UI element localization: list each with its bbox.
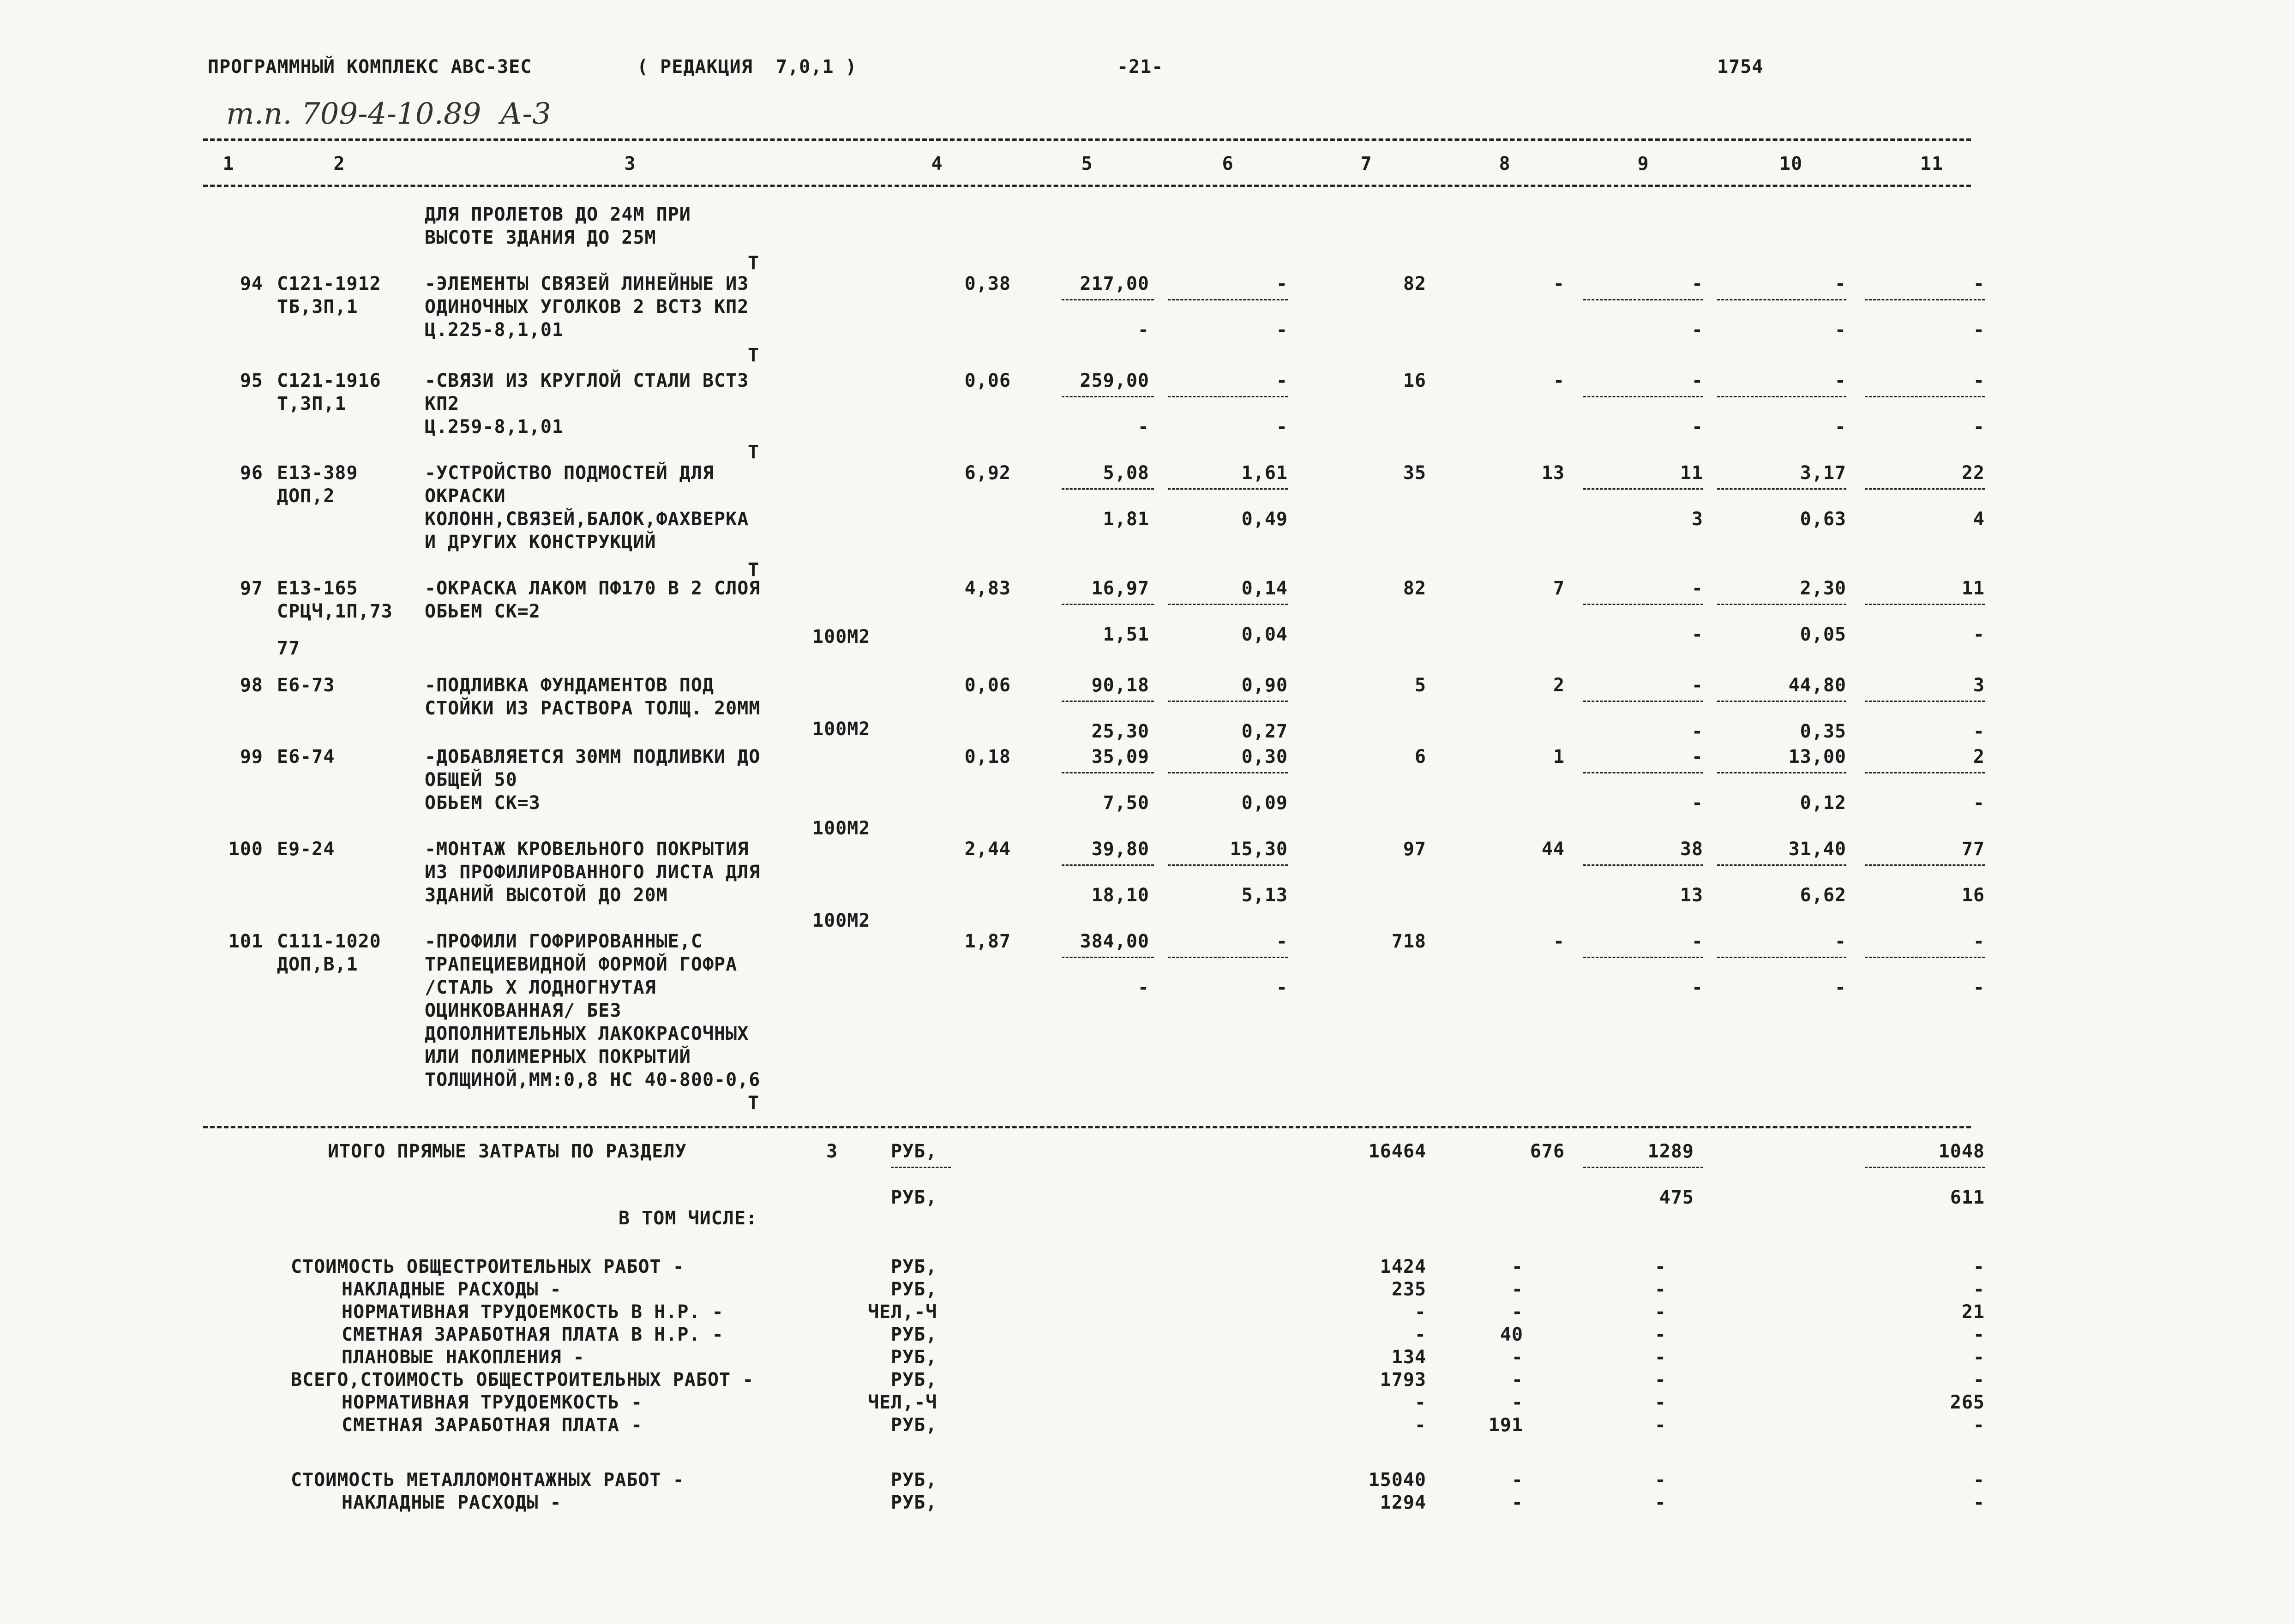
totals-unit: РУБ, (891, 1141, 937, 1162)
cell-c4: 0,06 (964, 675, 1011, 696)
column-header-10: 10 (1779, 153, 1803, 174)
summary-c9: - (1654, 1324, 1666, 1345)
cell-c9b: 13 (1680, 885, 1703, 906)
row-description: СТОЙКИ ИЗ РАСТВОРА ТОЛЩ. 20ММ (425, 698, 761, 719)
summary-label: ВСЕГО,СТОИМОСТЬ ОБЩЕСТРОИТЕЛЬНЫХ РАБОТ - (291, 1369, 754, 1390)
cell-c5: 5,08 (1103, 462, 1149, 484)
summary-c8: - (1511, 1279, 1523, 1300)
cell-c6b: - (1276, 977, 1288, 998)
cell-c4: 4,83 (964, 578, 1011, 599)
summary-label: СТОИМОСТЬ МЕТАЛЛОМОНТАЖНЫХ РАБОТ - (291, 1469, 685, 1491)
fraction-bar (1062, 864, 1154, 866)
cell-c5b: - (1137, 977, 1149, 998)
summary-c9: - (1654, 1492, 1666, 1513)
fraction-bar (1168, 957, 1288, 958)
cell-c10b: 0,05 (1800, 624, 1846, 645)
summary-c9: - (1654, 1301, 1666, 1323)
summary-c8: - (1511, 1369, 1523, 1390)
fraction-bar (1062, 701, 1154, 702)
cell-c6: 0,30 (1241, 746, 1288, 767)
row-code: ТБ,3П,1 (277, 296, 358, 318)
summary-unit: РУБ, (891, 1469, 937, 1491)
cell-c10b: 0,63 (1800, 509, 1846, 530)
cell-c5: 384,00 (1080, 931, 1149, 952)
cell-c10b: - (1834, 416, 1846, 437)
row-description: ИЗ ПРОФИЛИРОВАННОГО ЛИСТА ДЛЯ (425, 862, 761, 883)
fraction-bar (1583, 957, 1703, 958)
fraction-bar (1865, 1167, 1985, 1168)
cell-c9: - (1691, 746, 1703, 767)
cell-c10: - (1834, 931, 1846, 952)
row-description: И ДРУГИХ КОНСТРУКЦИЙ (425, 532, 656, 553)
row-code: Е6-74 (277, 746, 335, 767)
row-description: ИЛИ ПОЛИМЕРНЫХ ПОКРЫТИЙ (425, 1046, 691, 1067)
cell-c4: 1,87 (964, 931, 1011, 952)
cell-c7: 35 (1403, 462, 1426, 484)
summary-label: НОРМАТИВНАЯ ТРУДОЕМКОСТЬ В Н.Р. - (342, 1301, 724, 1323)
summary-unit: РУБ, (891, 1347, 937, 1368)
cell-c7: 718 (1391, 931, 1426, 952)
row-code: Е13-389 (277, 462, 358, 484)
summary-c11: - (1973, 1347, 1985, 1368)
cell-c10: - (1834, 370, 1846, 391)
summary-c9: - (1654, 1256, 1666, 1277)
cell-c10b: - (1834, 319, 1846, 341)
fraction-bar (1865, 701, 1985, 702)
row-unit: 100М2 (812, 910, 871, 931)
summary-label: НАКЛАДНЫЕ РАСХОДЫ - (342, 1492, 562, 1513)
row-unit: Т (748, 345, 760, 366)
fraction-bar (1717, 701, 1846, 702)
summary-c8: 191 (1488, 1414, 1523, 1436)
fraction-bar (1583, 701, 1703, 702)
row-description: ТОЛЩИНОЙ,ММ:0,8 НС 40-800-0,6 (425, 1069, 761, 1091)
cell-c4: 0,18 (964, 746, 1011, 767)
totals-c11b: 611 (1950, 1187, 1985, 1208)
summary-c11: - (1973, 1469, 1985, 1491)
row-code: С121-1912 (277, 273, 381, 294)
cell-c11b: - (1973, 319, 1985, 341)
totals-c8: 676 (1530, 1141, 1565, 1162)
row-description: ОБЬЕМ СК=2 (425, 601, 541, 622)
row-unit: 100М2 (812, 626, 871, 647)
summary-unit: РУБ, (891, 1279, 937, 1300)
totals-c7: 16464 (1368, 1141, 1426, 1162)
cell-c5b: 7,50 (1103, 792, 1149, 814)
row-code: Е9-24 (277, 839, 335, 860)
cell-c5b: 1,51 (1103, 624, 1149, 645)
summary-c11: 265 (1950, 1392, 1985, 1413)
totals-c9: 1289 (1647, 1141, 1694, 1162)
row-description: ОБЩЕЙ 50 (425, 769, 517, 791)
cell-c5b: 18,10 (1091, 885, 1149, 906)
row-description: КП2 (425, 393, 460, 414)
cell-c6b: 5,13 (1241, 885, 1288, 906)
column-header-11: 11 (1920, 153, 1944, 174)
fraction-bar (1865, 957, 1985, 958)
summary-c8: - (1511, 1469, 1523, 1491)
fraction-bar (1583, 299, 1703, 300)
cell-c11: 2 (1973, 746, 1985, 767)
summary-c11: - (1973, 1256, 1985, 1277)
cell-c8: 1 (1553, 746, 1565, 767)
cell-c5b: 1,81 (1103, 509, 1149, 530)
summary-unit: РУБ, (891, 1256, 937, 1277)
fraction-bar (1865, 864, 1985, 866)
cell-c6: 1,61 (1241, 462, 1288, 484)
row-description: ДОПОЛНИТЕЛЬНЫХ ЛАКОКРАСОЧНЫХ (425, 1023, 749, 1044)
cell-c5b: - (1137, 416, 1149, 437)
cell-c10b: 0,12 (1800, 792, 1846, 814)
row-description: ДЛЯ ПРОЛЕТОВ ДО 24М ПРИ (425, 204, 691, 225)
summary-c8: - (1511, 1256, 1523, 1277)
rule-totals (203, 1126, 1971, 1128)
cell-c5: 16,97 (1091, 578, 1149, 599)
cell-c4: 0,38 (964, 273, 1011, 294)
cell-c8: - (1553, 273, 1565, 294)
summary-c11: - (1973, 1324, 1985, 1345)
cell-c9: - (1691, 675, 1703, 696)
summary-c11: - (1973, 1492, 1985, 1513)
edition: ( РЕДАКЦИЯ 7,0,1 ) (637, 56, 857, 78)
row-code: СРЦЧ,1П,73 (277, 601, 393, 622)
row-code: Е13-165 (277, 578, 358, 599)
row-description: ОДИНОЧНЫХ УГОЛКОВ 2 ВСТ3 КП2 (425, 296, 749, 318)
row-code: ДОП,В,1 (277, 954, 358, 975)
row-description: -ПРОФИЛИ ГОФРИРОВАННЫЕ,С (425, 931, 703, 952)
totals-c11: 1048 (1938, 1141, 1985, 1162)
summary-unit: РУБ, (891, 1324, 937, 1345)
summary-c11: - (1973, 1369, 1985, 1390)
cell-c11b: - (1973, 792, 1985, 814)
fraction-bar (1717, 864, 1846, 866)
cell-c9: 11 (1680, 462, 1703, 484)
row-number: 96 (240, 462, 263, 484)
row-description: /СТАЛЬ Х ЛОДНОГНУТАЯ (425, 977, 656, 998)
cell-c6b: 0,49 (1241, 509, 1288, 530)
cell-c7: 16 (1403, 370, 1426, 391)
fraction-bar (1583, 604, 1703, 605)
summary-c7: - (1414, 1392, 1426, 1413)
row-code: Е6-73 (277, 675, 335, 696)
cell-c8: - (1553, 370, 1565, 391)
row-code: Т,3П,1 (277, 393, 347, 414)
totals-including: В ТОМ ЧИСЛЕ: (619, 1208, 757, 1229)
row-description: ОБЬЕМ СК=3 (425, 792, 541, 814)
fraction-bar (1168, 299, 1288, 300)
summary-c9: - (1654, 1414, 1666, 1436)
page-number: -21- (1117, 56, 1164, 78)
summary-c7: 1424 (1380, 1256, 1426, 1277)
summary-c7: - (1414, 1324, 1426, 1345)
fraction-bar (1583, 772, 1703, 773)
cell-c11: 3 (1973, 675, 1985, 696)
summary-label: НОРМАТИВНАЯ ТРУДОЕМКОСТЬ - (342, 1392, 643, 1413)
cell-c11b: 4 (1973, 509, 1985, 530)
cell-c9: - (1691, 370, 1703, 391)
handwritten-reference: т.п. 709-4-10.89 А-3 (226, 97, 551, 131)
cell-c9b: 3 (1691, 509, 1703, 530)
cell-c11b: - (1973, 624, 1985, 645)
summary-unit: ЧЕЛ,-Ч (868, 1301, 937, 1323)
row-description: КОЛОНН,СВЯЗЕЙ,БАЛОК,ФАХВЕРКА (425, 509, 749, 530)
cell-c8: 2 (1553, 675, 1565, 696)
fraction-bar (1062, 488, 1154, 490)
row-description: -СВЯЗИ ИЗ КРУГЛОЙ СТАЛИ ВСТ3 (425, 370, 749, 391)
fraction-bar (1717, 604, 1846, 605)
cell-c7: 82 (1403, 578, 1426, 599)
row-number: 100 (228, 839, 263, 860)
cell-c6: 15,30 (1230, 839, 1288, 860)
cell-c5: 35,09 (1091, 746, 1149, 767)
row-code: С111-1020 (277, 931, 381, 952)
fraction-bar (1865, 299, 1985, 300)
cell-c10: 31,40 (1788, 839, 1846, 860)
summary-label: СМЕТНАЯ ЗАРАБОТНАЯ ПЛАТА - (342, 1414, 643, 1436)
fraction-bar (1717, 488, 1846, 490)
cell-c9: - (1691, 931, 1703, 952)
fraction-bar (1168, 701, 1288, 702)
column-header-6: 6 (1222, 153, 1234, 174)
row-code: С121-1916 (277, 370, 381, 391)
cell-c9: - (1691, 578, 1703, 599)
row-number: 99 (240, 746, 263, 767)
summary-c11: - (1973, 1279, 1985, 1300)
fraction-bar (1062, 299, 1154, 300)
cell-c6b: 0,09 (1241, 792, 1288, 814)
fraction-bar (1062, 957, 1154, 958)
cell-c11b: - (1973, 416, 1985, 437)
row-description: Ц.225-8,1,01 (425, 319, 564, 341)
summary-c9: - (1654, 1392, 1666, 1413)
cell-c10: 44,80 (1788, 675, 1846, 696)
summary-c9: - (1654, 1347, 1666, 1368)
column-header-9: 9 (1637, 153, 1649, 174)
fraction-bar (1168, 396, 1288, 397)
cell-c9: - (1691, 273, 1703, 294)
summary-c11: 21 (1961, 1301, 1985, 1323)
cell-c6: 0,14 (1241, 578, 1288, 599)
document-number: 1754 (1717, 56, 1764, 78)
row-description: ТРАПЕЦИЕВИДНОЙ ФОРМОЙ ГОФРА (425, 954, 738, 975)
cell-c11b: - (1973, 977, 1985, 998)
summary-c8: - (1511, 1301, 1523, 1323)
summary-c9: - (1654, 1279, 1666, 1300)
cell-c8: 7 (1553, 578, 1565, 599)
cell-c5: 39,80 (1091, 839, 1149, 860)
cell-c11: - (1973, 370, 1985, 391)
fraction-bar (1717, 772, 1846, 773)
row-number: 95 (240, 370, 263, 391)
column-header-3: 3 (624, 153, 636, 174)
fraction-bar (1062, 604, 1154, 605)
cell-c9b: - (1691, 977, 1703, 998)
summary-c7: - (1414, 1301, 1426, 1323)
cell-c5b: - (1137, 319, 1149, 341)
fraction-bar (1717, 957, 1846, 958)
fraction-bar (1865, 396, 1985, 397)
cell-c7: 97 (1403, 839, 1426, 860)
summary-c7: 1793 (1380, 1369, 1426, 1390)
summary-c8: - (1511, 1347, 1523, 1368)
cell-c9b: - (1691, 416, 1703, 437)
column-header-1: 1 (222, 153, 234, 174)
summary-c7: 134 (1391, 1347, 1426, 1368)
cell-c6b: - (1276, 416, 1288, 437)
summary-c7: 15040 (1368, 1469, 1426, 1491)
row-description: ВЫСОТЕ ЗДАНИЯ ДО 25М (425, 227, 656, 248)
fraction-bar (1168, 604, 1288, 605)
row-description: ОЦИНКОВАННАЯ/ БЕЗ (425, 1000, 622, 1021)
cell-c10: - (1834, 273, 1846, 294)
row-description: -ЭЛЕМЕНТЫ СВЯЗЕЙ ЛИНЕЙНЫЕ ИЗ (425, 273, 749, 294)
row-code: ДОП,2 (277, 485, 335, 507)
summary-unit: РУБ, (891, 1414, 937, 1436)
fraction-bar (1062, 396, 1154, 397)
fraction-bar (1717, 299, 1846, 300)
summary-c11: - (1973, 1414, 1985, 1436)
cell-c9b: - (1691, 792, 1703, 814)
totals-c9b: 475 (1659, 1187, 1694, 1208)
cell-c6b: - (1276, 319, 1288, 341)
cell-c10b: - (1834, 977, 1846, 998)
summary-label: СТОИМОСТЬ ОБЩЕСТРОИТЕЛЬНЫХ РАБОТ - (291, 1256, 685, 1277)
row-description: -УСТРОЙСТВО ПОДМОСТЕЙ ДЛЯ (425, 462, 715, 484)
totals-label: ИТОГО ПРЯМЫЕ ЗАТРАТЫ ПО РАЗДЕЛУ (328, 1141, 687, 1162)
row-extra: 77 (277, 638, 300, 659)
cell-c11: - (1973, 931, 1985, 952)
fraction-bar (1168, 864, 1288, 866)
fraction-bar (1865, 772, 1985, 773)
cell-c9: 38 (1680, 839, 1703, 860)
row-unit: Т (748, 559, 760, 581)
cell-c4: 0,06 (964, 370, 1011, 391)
fraction-bar (1717, 396, 1846, 397)
row-description: ОКРАСКИ (425, 485, 506, 507)
cell-c9b: - (1691, 319, 1703, 341)
row-description: -ПОДЛИВКА ФУНДАМЕНТОВ ПОД (425, 675, 715, 696)
cell-c9b: - (1691, 624, 1703, 645)
totals-unit-2: РУБ, (891, 1187, 937, 1208)
cell-c6b: 0,27 (1241, 721, 1288, 742)
row-description: -МОНТАЖ КРОВЕЛЬНОГО ПОКРЫТИЯ (425, 839, 749, 860)
cell-c11: 77 (1961, 839, 1985, 860)
fraction-bar (1168, 488, 1288, 490)
fraction-bar (1865, 604, 1985, 605)
cell-c11b: 16 (1961, 885, 1985, 906)
row-unit: 100М2 (812, 818, 871, 839)
cell-c5: 217,00 (1080, 273, 1149, 294)
cell-c6: - (1276, 273, 1288, 294)
cell-c6b: 0,04 (1241, 624, 1288, 645)
cell-c10: 2,30 (1800, 578, 1846, 599)
fraction-bar (1583, 488, 1703, 490)
row-description: Ц.259-8,1,01 (425, 416, 564, 437)
cell-c6: - (1276, 370, 1288, 391)
summary-c7: - (1414, 1414, 1426, 1436)
cell-c5: 259,00 (1080, 370, 1149, 391)
cell-c4: 2,44 (964, 839, 1011, 860)
row-description: ЗДАНИЙ ВЫСОТОЙ ДО 20М (425, 885, 668, 906)
cell-c7: 5 (1414, 675, 1426, 696)
row-unit: Т (748, 442, 760, 463)
row-description: -ДОБАВЛЯЕТСЯ 30ММ ПОДЛИВКИ ДО (425, 746, 761, 767)
column-header-8: 8 (1499, 153, 1511, 174)
column-header-2: 2 (333, 153, 345, 174)
cell-c9b: - (1691, 721, 1703, 742)
column-header-7: 7 (1360, 153, 1372, 174)
fraction-bar (1583, 396, 1703, 397)
summary-unit: РУБ, (891, 1492, 937, 1513)
row-unit: Т (748, 1092, 760, 1114)
cell-c11: - (1973, 273, 1985, 294)
fraction-bar (891, 1167, 951, 1168)
cell-c11b: - (1973, 721, 1985, 742)
fraction-bar (1062, 772, 1154, 773)
fraction-bar (1583, 864, 1703, 866)
row-unit: Т (748, 252, 760, 274)
row-number: 94 (240, 273, 263, 294)
fraction-bar (1168, 772, 1288, 773)
cell-c10: 13,00 (1788, 746, 1846, 767)
summary-label: СМЕТНАЯ ЗАРАБОТНАЯ ПЛАТА В Н.Р. - (342, 1324, 724, 1345)
row-number: 101 (228, 931, 263, 952)
fraction-bar (1865, 488, 1985, 490)
cell-c7: 82 (1403, 273, 1426, 294)
summary-c8: - (1511, 1392, 1523, 1413)
totals-section: 3 (826, 1141, 838, 1162)
cell-c8: - (1553, 931, 1565, 952)
cell-c10b: 6,62 (1800, 885, 1846, 906)
cell-c6: 0,90 (1241, 675, 1288, 696)
cell-c4: 6,92 (964, 462, 1011, 484)
row-unit: 100М2 (812, 719, 871, 740)
cell-c10: 3,17 (1800, 462, 1846, 484)
summary-label: НАКЛАДНЫЕ РАСХОДЫ - (342, 1279, 562, 1300)
summary-unit: ЧЕЛ,-Ч (868, 1392, 937, 1413)
summary-c7: 1294 (1380, 1492, 1426, 1513)
summary-c7: 235 (1391, 1279, 1426, 1300)
row-number: 98 (240, 675, 263, 696)
cell-c5b: 25,30 (1091, 721, 1149, 742)
column-header-5: 5 (1081, 153, 1093, 174)
rule-under-header (203, 185, 1971, 187)
summary-c9: - (1654, 1369, 1666, 1390)
row-description: -ОКРАСКА ЛАКОМ ПФ170 В 2 СЛОЯ (425, 578, 761, 599)
summary-c8: 40 (1500, 1324, 1523, 1345)
cell-c8: 13 (1541, 462, 1565, 484)
cell-c8: 44 (1541, 839, 1565, 860)
summary-c9: - (1654, 1469, 1666, 1491)
fraction-bar (1583, 1167, 1703, 1168)
cell-c11: 22 (1961, 462, 1985, 484)
program-title: ПРОГРАММНЫЙ КОМПЛЕКС АВС-3ЕС (208, 56, 532, 78)
summary-c8: - (1511, 1492, 1523, 1513)
cell-c6: - (1276, 931, 1288, 952)
summary-unit: РУБ, (891, 1369, 937, 1390)
cell-c7: 6 (1414, 746, 1426, 767)
row-number: 97 (240, 578, 263, 599)
column-header-4: 4 (931, 153, 943, 174)
cell-c5: 90,18 (1091, 675, 1149, 696)
cell-c11: 11 (1961, 578, 1985, 599)
summary-label: ПЛАНОВЫЕ НАКОПЛЕНИЯ - (342, 1347, 585, 1368)
cell-c10b: 0,35 (1800, 721, 1846, 742)
rule-top (203, 138, 1971, 141)
